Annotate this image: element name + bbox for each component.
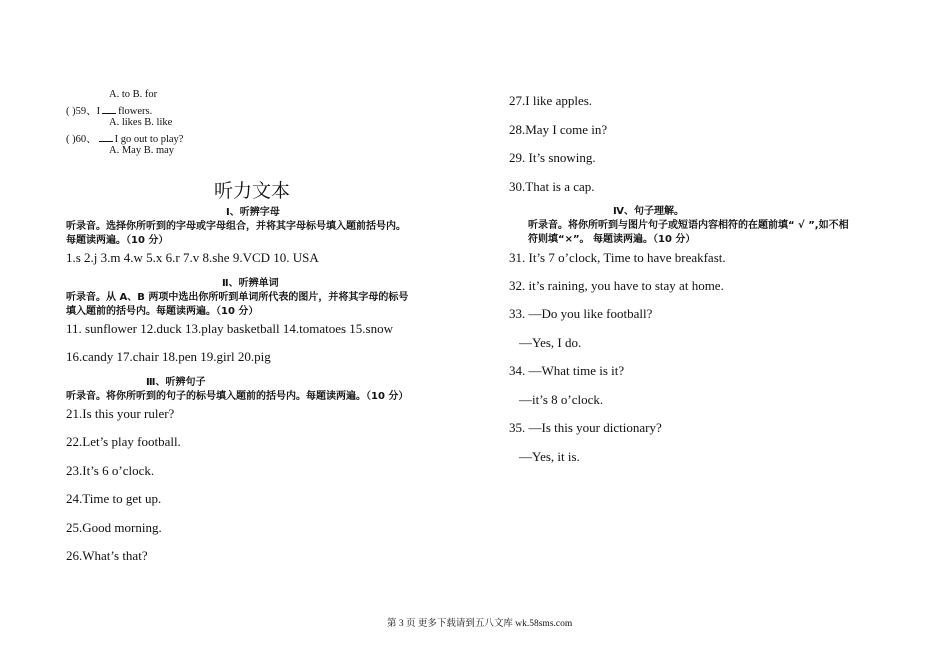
section1-instruction-2: 每题读两遍。（10 分） (66, 235, 169, 246)
section2-answers-2: 16.candy 17.chair 18.pen 19.girl 20.pig (66, 349, 271, 364)
q59-blank (102, 104, 116, 114)
section4-answer: —Yes, it is. (519, 449, 580, 464)
section4-answer: 32. it’s raining, you have to stay at home. (509, 278, 724, 293)
section1-instruction-1: 听录音。选择你所听到的字母或字母组合，并将其字母标号填入题前括号内。 (66, 221, 406, 232)
section4-instruction-2: 符则填“×”。 每题读两遍。（10 分） (528, 234, 696, 245)
section3-instruction: 听录音。将你所听到的句子的标号填入题前的括号内。每题读两遍。（10 分） (66, 391, 409, 402)
page-title: 听力文本 (214, 180, 291, 202)
section3-item: 22.Let’s play football. (66, 434, 181, 449)
q59-line (66, 103, 152, 118)
page-footer: 第 3 页 更多下载请到五八文库 wk.58sms.com (387, 619, 573, 629)
right-item: 28.May I come in? (509, 122, 608, 137)
section2-answers-1: 11. sunflower 12.duck 13.play basketball 14.tomatoes 15.snow (66, 321, 393, 336)
section3-item: 23.It’s 6 o’clock. (66, 463, 155, 478)
section4-answer: —Yes, I do. (519, 335, 582, 350)
right-item: 30.That is a cap. (509, 179, 595, 194)
section4-title: Ⅳ、句子理解。 (613, 206, 684, 217)
section4-answer: —it’s 8 o’clock. (519, 392, 604, 407)
q60-number: ( )60、 (66, 134, 97, 145)
q58-options: A. to B. for (109, 89, 158, 100)
q60-options: A. May B. may (109, 145, 175, 156)
section1-answers: 1.s 2.j 3.m 4.w 5.x 6.r 7.v 8.she 9.VCD 10. USA (66, 250, 319, 265)
section3-item: 24.Time to get up. (66, 491, 162, 506)
section1-title: Ⅰ、听辨字母 (226, 207, 280, 218)
right-item: 27.I like apples. (509, 93, 593, 108)
q59-text: flowers. (118, 106, 153, 117)
section3-title: Ⅲ、听辨句子 (146, 377, 206, 388)
q59-number: ( )59、I (66, 106, 101, 117)
section4-answer: 35. —Is this your dictionary? (509, 420, 662, 435)
q60-blank (99, 132, 113, 142)
q60-line (66, 131, 183, 146)
section4-answer: 34. —What time is it? (509, 363, 625, 378)
section3-item: 25.Good morning. (66, 520, 162, 535)
section2-instruction-2: 填入题前的括号内。每题读两遍。（10 分） (66, 306, 259, 317)
section4-answer: 31. It’s 7 o’clock, Time to have breakfast. (509, 250, 726, 265)
section3-item: 21.Is this your ruler? (66, 406, 175, 421)
section2-title: Ⅱ、听辨单词 (222, 278, 279, 289)
section3-item: 26.What’s that? (66, 548, 148, 563)
section4-answer: 33. —Do you like football? (509, 306, 653, 321)
section2-instruction-1: 听录音。从 A、B 两项中选出你所听到单词所代表的图片，并将其字母的标号 (66, 292, 409, 303)
section4-instruction-1: 听录音。将你所听到与图片句子或短语内容相符的在题前填“ √ ”,如不相 (528, 220, 849, 231)
q59-options: A. likes B. like (109, 117, 173, 128)
q60-text: I go out to play? (114, 134, 184, 145)
right-item: 29. It’s snowing. (509, 150, 596, 165)
